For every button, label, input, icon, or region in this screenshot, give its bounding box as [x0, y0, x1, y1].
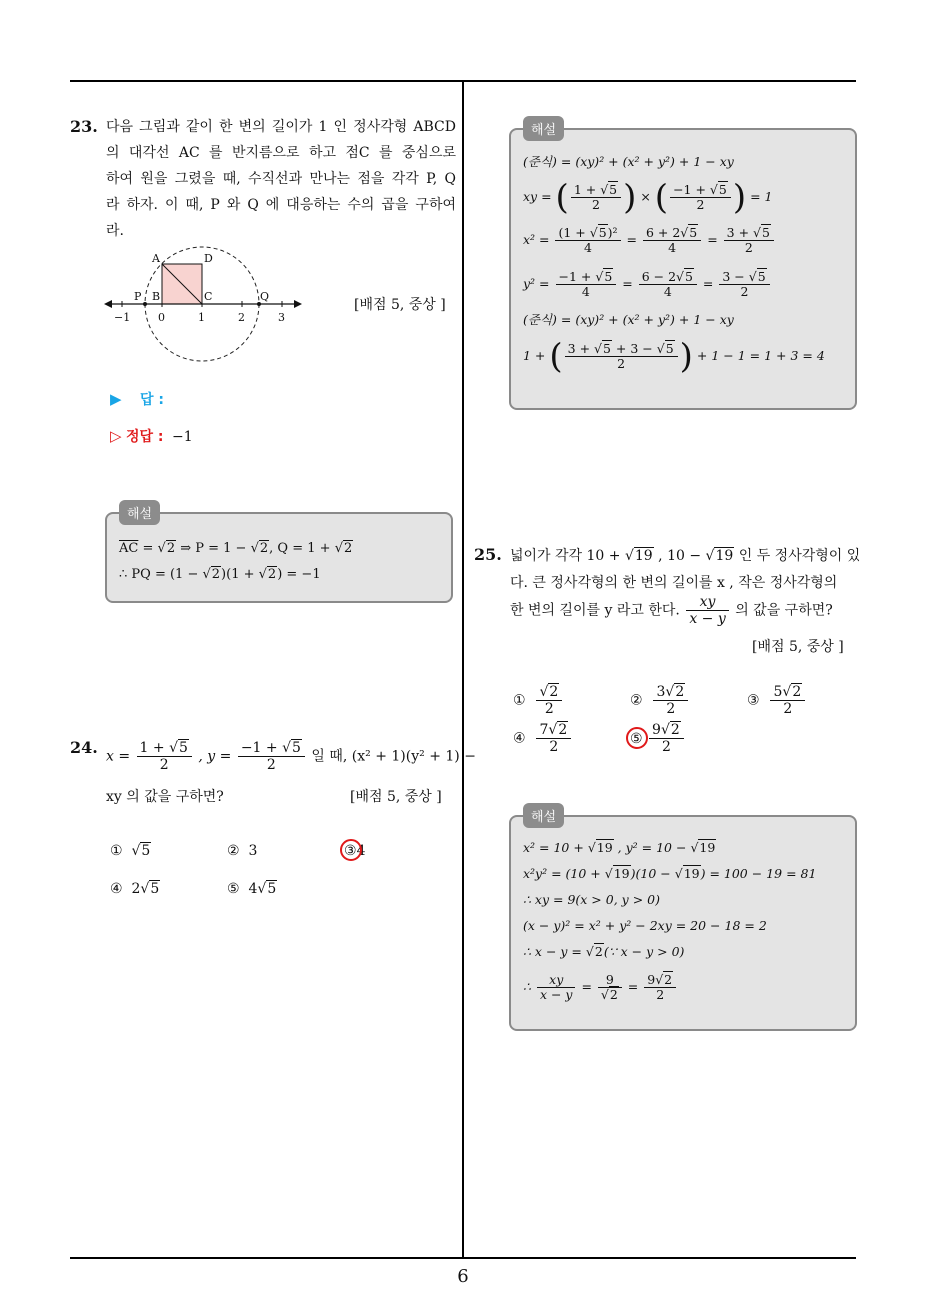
q24-number: 24.: [70, 738, 98, 757]
q25-choice-2: ② $\frac{3√2}{2}$: [630, 684, 690, 717]
center-divider: [462, 82, 464, 1258]
q23-tick-label: 2: [238, 311, 245, 324]
q23-label-q: Q: [260, 290, 270, 303]
q23-answer-row: [110, 389, 164, 409]
q23-tick-label: 3: [278, 311, 285, 324]
q24-sol-line-4: y² = $\frac{-1 + √5}{4}$ = $\frac{6 - 2√5}{4}$ = $\frac{3 - √5}{2}$: [523, 262, 825, 306]
play-triangle-icon: ▶: [110, 390, 122, 408]
q24-choice-4: ④ 2√5: [110, 881, 160, 897]
q25-sol-line-2: x²y² = (10 + √19)(10 − √19) = 100 − 19 = 81: [523, 866, 817, 881]
q23-line-1: 다음 그림과 같이 한 변의 길이가 1 인 정사각형 ABCD: [106, 119, 456, 135]
q23-line-3: 하여 원을 그렸을 때, 수직선과 만나는 점을 각각 P, Q: [106, 171, 456, 187]
q24-solution-body: [523, 148, 825, 378]
q24-choice-1: ① √5: [110, 843, 151, 859]
q23-label-p: P: [134, 290, 142, 303]
q25-solution-body: [523, 835, 816, 1009]
q23-score: [배점 5, 중상 ]: [354, 297, 446, 313]
q23-correct-label: 정답 :: [126, 429, 164, 445]
q23-label-d: D: [204, 252, 213, 265]
q25-score: [배점 5, 중상 ]: [752, 639, 844, 655]
bottom-rule: [70, 1257, 856, 1259]
q25-sol-line-4: (x − y)² = x² + y² − 2xy = 20 − 18 = 2: [523, 918, 767, 933]
q23-tick-label: −1: [114, 311, 131, 324]
q23-line-4: 라 하자. 이 때, P 와 Q 에 대응하는 수의 곱을 구하여: [106, 197, 456, 213]
q23-line-2: 의 대각선 AC 를 반지름으로 하고 점C 를 중심으로: [106, 145, 456, 161]
q25-choice-3: ③ $\frac{5√2}{2}$: [747, 684, 807, 717]
q24-sol-line-6: 1 + ( $\frac{3 + √5 + 3 - √5}{2}$ ) + 1 − 1 = 1 + 3 = 4: [523, 336, 825, 377]
q25-choice-4: ④ $\frac{7√2}{2}$: [513, 722, 573, 755]
q24-line-1: x = $\frac{1 + √5}{2}$ , y = $\frac{-1 + √5}{2}$ 일 때, (x² + 1)(y² + 1) −: [106, 740, 476, 774]
q24-line-2: xy 의 값을 구하면?: [106, 789, 224, 805]
q23-solution-tab: 해설: [119, 500, 160, 525]
q25-sol-line-3: ∴ xy = 9(x > 0, y > 0): [523, 892, 660, 907]
q24-solution-tab: 해설: [523, 116, 564, 141]
q23-arrow-left-icon: [104, 300, 112, 308]
q23-arrow-right-icon: [294, 300, 302, 308]
q23-figure: [100, 244, 310, 384]
q24-choice-5: ⑤ 4√5: [227, 881, 277, 897]
segment-ac: $\overline{AC}$: [119, 541, 139, 556]
q25-sol-line-5: ∴ x − y = √2(∵ x − y > 0): [523, 944, 685, 959]
q24-sol-line-5: (준식) = (xy)² + (x² + y²) + 1 − xy: [523, 312, 734, 327]
q25-sol-line-1: x² = 10 + √19 , y² = 10 − √19: [523, 840, 716, 855]
q24-sol-line-3: x² = $\frac{\text{(1 + √5)²}}{4}$ = $\frac{6 + 2√5}{4}$ = $\frac{3 + √5}{2}$: [523, 218, 825, 262]
outline-triangle-icon: ▷: [110, 427, 122, 445]
q23-line-5: 라.: [106, 223, 124, 239]
red-answer-circle-icon: [340, 839, 362, 861]
q24-frac-y: $\frac{-1 + √5}{2}$: [238, 740, 305, 773]
red-answer-circle-icon: [626, 727, 648, 749]
q24-choice-3: ③ 4: [344, 843, 365, 859]
q25-number: 25.: [474, 545, 502, 564]
q23-sol-line-1: $\overline{AC} = √2$ ⇒ P = 1 − √2, Q = 1 + √2: [119, 541, 353, 556]
q23-label-a: A: [152, 252, 160, 265]
q23-correct-row: [110, 426, 193, 446]
q25-choice-5: ⑤ $\frac{9√2}{2}$: [630, 722, 686, 755]
q24-frac-x: $\frac{1 + √5}{2}$: [137, 740, 192, 773]
q24-solution-box: [509, 123, 857, 410]
q23-text: [106, 114, 456, 244]
q23-tick-label: 0: [158, 311, 165, 324]
q24-choice-2: ② 3: [227, 843, 258, 859]
q23-answer-label: 답 :: [140, 392, 164, 408]
q25-line-2: 다. 큰 정사각형의 한 변의 길이를 x , 작은 정사각형의: [510, 575, 838, 591]
q25-sol-line-6: ∴ $\frac{xy}{x - y}$ = $\frac{9}{√2}$ = $\frac{9√2}{2}$: [523, 965, 816, 1009]
q23-solution-box: [105, 507, 453, 603]
q23-label-c: C: [204, 290, 213, 303]
q23-tick-label: 1: [198, 311, 205, 324]
q24-score: [배점 5, 중상 ]: [350, 789, 442, 805]
q23-solution-body: [119, 536, 353, 588]
q24-sol-line-1: (준식) = (xy)² + (x² + y²) + 1 − xy: [523, 154, 734, 169]
q23-point-p: [143, 302, 147, 306]
q23-label-b: B: [152, 290, 161, 303]
q25-choice-1: ① $\frac{√2}{2}$: [513, 684, 564, 717]
q24-sol-line-2: xy = ( $\frac{1 + √5}{2}$ ) × ( $\frac{-1 + √5}{2}$ ) = 1: [523, 177, 773, 218]
q25-line-3: 한 변의 길이를 y 라고 한다. $\frac{xy}{x - y}$ 의 값을 구하면?: [510, 594, 833, 628]
q25-solution-box: [509, 810, 857, 1031]
q25-line-1: 넓이가 각각 10 + √19 , 10 − √19 인 두 정사각형이 있: [510, 548, 861, 564]
q23-correct-value: −1: [171, 429, 193, 445]
q23-sol-line-2: ∴ PQ = (1 − √2)(1 + √2) = −1: [119, 567, 321, 582]
q23-number: 23.: [70, 117, 98, 136]
page-number: 6: [457, 1266, 469, 1287]
q25-solution-tab: 해설: [523, 803, 564, 828]
